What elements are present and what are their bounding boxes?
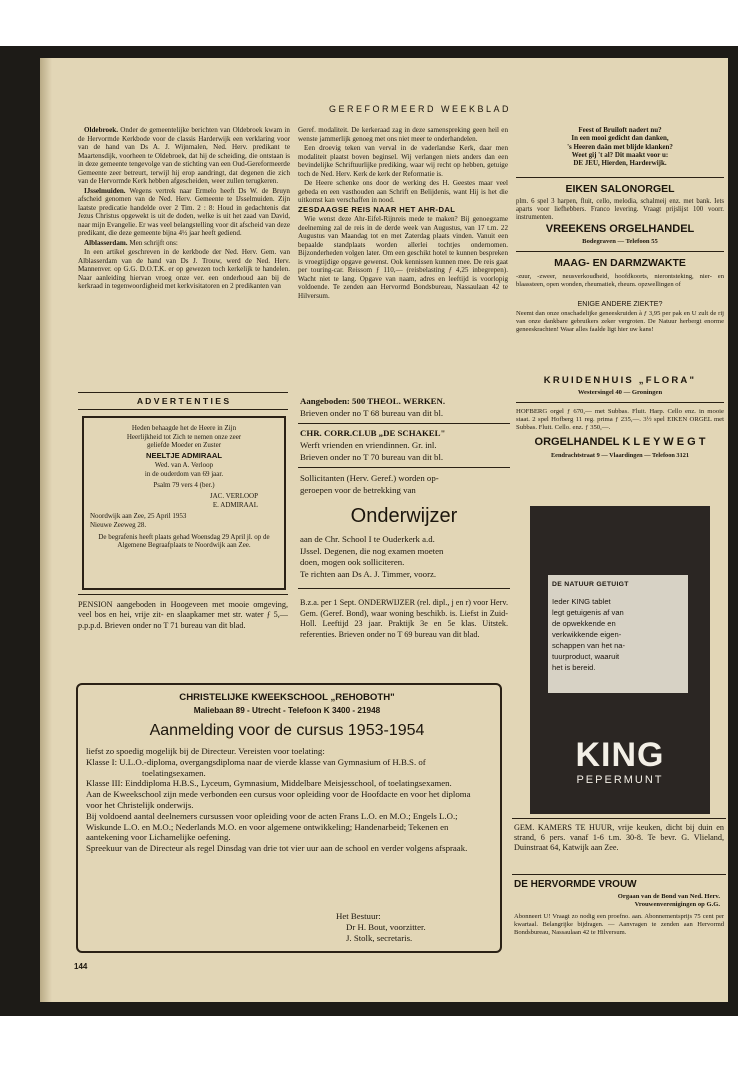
- king-body-1: Ieder KING tablet: [552, 597, 611, 606]
- king-body-7: het is bereid.: [552, 663, 596, 672]
- divider: [78, 594, 288, 595]
- deceased-name: NEELTJE ADMIRAAL: [146, 451, 222, 461]
- death-line-5: in de ouderdom van 69 jaar.: [144, 469, 224, 478]
- vacancy-line-6: Te richten aan Ds A. J. Timmer, voorz.: [300, 568, 437, 579]
- divider: [516, 402, 724, 403]
- death-line-3: geliefde Moeder en Zuster: [146, 441, 222, 450]
- king-body-5: schappen van het na-: [552, 641, 626, 650]
- divider: [512, 818, 726, 819]
- signature-1: JAC. VERLOOP: [209, 491, 258, 500]
- place-ijsselmuiden: IJsselmuiden.: [84, 186, 126, 195]
- death-line-2: Heerlijkheid tot Zich te nemen onze zeer: [126, 432, 242, 441]
- divider: [298, 423, 510, 424]
- column-2-news: [298, 126, 508, 301]
- vrouw-sub-2: Vrouwenverenigingen op G.G.: [634, 900, 720, 908]
- running-header: GEREFORMEERD WEEKBLAD: [328, 104, 512, 114]
- bza-onderwijzer-ad: B.z.a. per 1 Sept. ONDERWIJZER (rel. dipl., j en r) voor Herv. Gem. (Geref. Bond), waar woning beschikb. is. Liefst in Zuid-Holl. Leeftijd 23 jaar. Praktijk 3e en 5e klas. Uitstek. referenties. Brieven onder no T 69 bureau van dit blad.: [300, 598, 508, 639]
- vacancy-line-2: geroepen voor de betrekking van: [300, 484, 416, 495]
- feest-line-4: Weet gij 't al? Dit maakt voor u:: [571, 150, 669, 159]
- news-continued: Geref. modaliteit. De kerkeraad zag in deze samenspreking geen heil en wenste jammerlijk genoeg met ons niet meer te onderhandelen.: [298, 126, 508, 143]
- feest-line-5: DE JEU, Hierden, Harderwijk.: [573, 159, 667, 168]
- place-alblasserdam: Alblasserdam.: [84, 238, 128, 247]
- rehoboth-title: CHRISTELIJKE KWEEKSCHOOL „REHOBOTH": [179, 692, 395, 703]
- divider: [298, 467, 510, 468]
- flora-address: Westersingel 40 — Groningen: [577, 389, 663, 396]
- rehoboth-heading: Aanmelding voor de cursus 1953-1954: [149, 722, 425, 739]
- place-oldebroek: Oldebroek.: [84, 126, 118, 134]
- ahr-trip-text: Wie wenst deze Ahr-Eifel-Rijnreis mede te maken? Bij genoegzame deelneming zal de reis in de derde week van Augustus, van 17 t.m. 22 Augustus van Maandag tot en met Zaterdag plaats vinden. Vanuit een bepaalde standplaats worden allerlei tochtjes ondernomen. Bijzonderheden volgen later. Om een geschikt hotel te kunnen bespreken is vroegtijdige opgave gewenst. Ook kennissen kunnen mee. De reis gaat per touring-car. Reissom ƒ 110,— (reisbelasting ƒ 4,25 inbegrepen). Wacht niet te lang. Opgave van naam, adres en leeftijd is voorlopig voldoende. Te zenden aan Hervormd Bondsbureau, Nassaulaan 42 te Hilversum.: [298, 215, 508, 300]
- kleyweg-address: Eendrachtstraat 9 — Vlaardingen — Telefoon 3121: [550, 452, 690, 459]
- news-heere: De Heere schenke ons door de werking des H. Geestes maar veel gebeda en een vasthouden aan Schrift en Belijdenis, want Hij is het die uitkomst kan verschaffen in nood.: [298, 179, 508, 204]
- vrouw-title: DE HERVORMDE VROUW: [514, 879, 637, 890]
- king-body-6: tuurproduct, waaruit: [552, 652, 620, 661]
- vreekens-address: Bodegraven — Telefoon 55: [582, 238, 658, 245]
- rehoboth-line-5: Bij voldoend aantal deelnemers cursussen voor opleiding voor de acten Frans L.O. en M.O.; Engels L.O.; Wiskunde L.O. en M.O.; Nederlands M.O. en voor algemene ontwikkeling; Handenarbeid; Tekenen en aantekening voor Lichamelijke oefening.: [86, 810, 458, 843]
- hofberg-text: HOFBERG orgel ƒ 670,— met Subbas. Fluit. Harp. Cello enz. in mooie staat. 2 spel Hofberg 11 reg. prima ƒ 235,—. 3½ spel EIKEN ORGEL met Subbas. Fluit. Cello. enz. ƒ 350,—.: [516, 408, 724, 431]
- rehoboth-signer-1: Dr H. Bout, voorzitter.: [346, 922, 426, 932]
- onderwijzer-title: Onderwijzer: [350, 505, 458, 527]
- salonorgel-title: EIKEN SALONORGEL: [565, 183, 675, 195]
- death-place-date: Noordwijk aan Zee, 25 April 1953: [90, 512, 187, 521]
- theol-ad-line-2: Brieven onder no T 68 bureau van dit bl.: [300, 408, 444, 418]
- rehoboth-klasse-1: Klasse I: U.L.O.-diploma, overgangsdiploma naar de vierde klasse van Gymnasium of H.B.S. of toelatingsexamen.: [86, 756, 426, 778]
- feest-ad: [516, 126, 724, 167]
- ahr-trip-heading: ZESDAAGSE REIS NAAR HET AHR-DAL: [298, 204, 456, 214]
- theol-ad-line-1: Aangeboden: 500 THEOL. WERKEN.: [300, 396, 446, 406]
- news-alblasserdam: In een artikel geschreven in de kerkbode der Ned. Herv. Gem. van Alblasserdam van de hand van Ds J. Trouw, werd de Ned. Herv. Mannenver. op G.G. D.O.T.K. er op gewezen toch kerkelijk te handelen. Naar aanleiding hiervan vroeg onze ver. een onderhoud aan bij de kerkraad in tegenwoordigheid met kerkvisitatoren en 2 predikanten van: [78, 248, 290, 290]
- vrouw-subtitle: [514, 893, 720, 909]
- divider: [78, 392, 288, 393]
- rehoboth-address: Maliebaan 89 - Utrecht - Telefoon K 3400 - 21948: [193, 706, 381, 715]
- vacancy-ad: [300, 473, 508, 496]
- divider: [516, 251, 724, 252]
- vacancy-line-4: IJssel. Degenen, die nog examen moeten: [300, 545, 444, 556]
- salonorgel-text: plm. 6 spel 3 harpen, fluit, cello, melodia, schalmeij enz. met bank. Iets aparts voor liefhebbers. Franco levering. Vraagt prijslijst 100 voorr. instrumenten.: [516, 198, 724, 221]
- king-body-3: de opwekkende en: [552, 619, 616, 628]
- news-verval: Een droevig teken van verval in de vaderlandse Kerk, daar men modaliteit plaatst boven beginsel. Wij verlangen niets anders dan een bevindelijke Schriftuurlijke prediking, waar wij recht op hebben, getuige toch de Ned. Herv. Kerk de kerk der Reformatie is.: [298, 144, 508, 178]
- death-notice: [90, 424, 278, 550]
- divider: [512, 874, 726, 875]
- divider: [298, 588, 510, 589]
- vrouw-sub-1: Orgaan van de Bond van Ned. Herv.: [617, 893, 720, 900]
- vacancy-details: [300, 534, 508, 580]
- vacancy-line-3: aan de Chr. School I te Ouderkerk a.d.: [300, 534, 435, 544]
- vacancy-line-5: doen, mogen ook solliciteren.: [300, 557, 405, 567]
- column-3-ads: [516, 126, 724, 167]
- death-address: Nieuwe Zeeweg 28.: [90, 521, 147, 530]
- rehoboth-signer-2: J. Stolk, secretaris.: [346, 933, 413, 943]
- king-subbrand: PEPERMUNT: [576, 774, 664, 786]
- rehoboth-body: [86, 746, 484, 854]
- news-alblasserdam-intro: Men schrijft ons:: [129, 238, 178, 247]
- rehoboth-bestuur: Het Bestuur:: [336, 911, 381, 921]
- column-1-news: [78, 126, 290, 292]
- funeral-text: De begrafenis heeft plaats gehad Woensdag 29 April jl. op de Algemene Begraafplaats te Noordwijk aan Zee.: [98, 532, 270, 550]
- page-number: 144: [74, 962, 88, 971]
- vreekens-title: VREEKENS ORGELHANDEL: [545, 223, 695, 235]
- rehoboth-line-1: liefst zo spoedig mogelijk bij de Directeur. Vereisten voor toelating:: [86, 746, 325, 756]
- schakel-title: CHR. CORR.CLUB „DE SCHAKEL": [300, 428, 446, 438]
- king-body: [552, 596, 686, 673]
- kamers-ad: GEM. KAMERS TE HUUR, vrije keuken, dicht bij duin en strand, 6 pers. vanaf 1-6 t.m. 30-8. Te bevr. G. Vlieland, Duinstraat 64, Katwijk aan Zee.: [514, 823, 724, 853]
- king-brand: KING: [575, 736, 665, 774]
- king-body-2: legt getuigenis af van: [552, 608, 624, 617]
- advertenties-heading: A D V E R T E N T I E S: [136, 396, 230, 406]
- page-binding-shadow: [40, 58, 52, 1002]
- maag-title: MAAG- EN DARMZWAKTE: [554, 257, 686, 269]
- news-oldebroek: Onder de gemeentelijke berichten van Oldebroek kwam in de Hervormde Kerkbode voor de classis Harderwijk een verklaring voor van de hand van Ds A. J. Wijnmalen, Ned. Herv. predikant te Maartensdijk, voorheen te Oldebroek, dat hij de scheiding, die ontstaan is in deze gemeente tengevolge van de stichting van een Oud-Gereformeerde Gemeente zeer betreurt, terwijl hij erop aandringt, dat degenen die zich van de Hervormde Kerk hebben afgescheiden, weer zullen terugkeren.: [78, 126, 290, 185]
- pension-ad: PENSION aangeboden in Hoogeveen met mooie omgeving, veel bos en hei, vrije zit- en slaapkamer met str. water ƒ 5,— p.p.p.d. Brieven onder no T 71 bureau van dit blad.: [78, 600, 288, 630]
- maag-text: -zuur, -zweer, neusverkoudheid, hoofdkoorts, nierontsteking, nier- en blaassteen, open wonden, rheumatiek, rheum. opzwellingen of: [516, 273, 724, 288]
- divider: [78, 409, 288, 410]
- feest-line-2: In een mooi gedicht dan danken,: [571, 134, 669, 143]
- divider: [516, 177, 724, 178]
- rehoboth-klasse-3: Klasse III: Einddiploma H.B.S., Lyceum, Gymnasium, Middelbare Meisjesschool, of toelatingsexamen.: [86, 778, 452, 789]
- vrouw-text: Abonneert U! Vraagt zo nodig een proefno. aan. Abonnementsprijs 75 cent per kwartaal. Belangrijke bijdragen. — Aanvragen te zenden aan Hervormd Bondsbureau, Nassaulaan 42 te Hilversum.: [514, 913, 724, 936]
- signature-2: E. ADMIRAAL: [212, 500, 258, 509]
- news-ijsselmuiden: Wegens vertrek naar Ermelo heeft Ds W. de Bruyn afscheid genomen van de Ned. Herv. Gemeente te IJsselmuiden. Zijn laatste predicatie handelde over 2 Tim. 2 : 8: Houd in gedachtenis dat Jezus Christus opgewekt is uit de doden, welke is uit het zaad van David, naar mijn Evangelie. Er was veel belangstelling voor dit afscheid van deze predikant, die deze gemeente bijna 4½ jaar heeft gediend.: [78, 186, 290, 237]
- death-line-1: Heden behaagde het de Heere in Zijn: [131, 424, 237, 432]
- kleyweg-title: ORGELHANDEL K L E Y W E G T: [534, 436, 706, 448]
- rehoboth-line-4: Aan de Kweekschool zijn mede verbonden een cursus voor opleiding voor de Hoofdacte en voor het diploma voor het Christelijk onderwijs.: [86, 789, 471, 810]
- schakel-line-3: Brieven onder no T 70 bureau van dit bl.: [300, 452, 444, 462]
- feest-line-1: Feest of Bruiloft nadert nu?: [578, 126, 662, 134]
- king-body-4: verkwikkende eigen-: [552, 630, 622, 639]
- psalm-reference: Psalm 79 vers 4 (ber.): [153, 481, 215, 490]
- rehoboth-signatures: [336, 911, 486, 944]
- king-heading: DE NATUUR GETUIGT: [552, 581, 629, 588]
- death-line-4: Wed. van A. Verloop: [154, 460, 214, 469]
- flora-title: KRUIDENHUIS „FLORA": [543, 375, 697, 386]
- feest-line-3: 's Heeren daân met blijde klanken?: [567, 142, 673, 151]
- schakel-line-2: Werft vrienden en vriendinnen. Gr. inl.: [300, 440, 437, 450]
- maag-text-2: Neemt dan onze onschadelijke geneeskruiden à ƒ 3,95 per pak en U zult de rij van onze dankbare gebruikers zeker vergroten. De Natuur herbergt enorme geneeskrachten! Waar alles faalde ligt hier uw kans!: [516, 310, 724, 333]
- maag-subheading: ENIGE ANDERE ZIEKTE?: [577, 299, 663, 308]
- rehoboth-line-6: Spreekuur van de Directeur als regel Dinsdag van drie tot vier uur aan de school en verder volgens afspraak.: [86, 843, 468, 854]
- vacancy-line-1: Sollicitanten (Herv. Geref.) worden op-: [300, 473, 439, 483]
